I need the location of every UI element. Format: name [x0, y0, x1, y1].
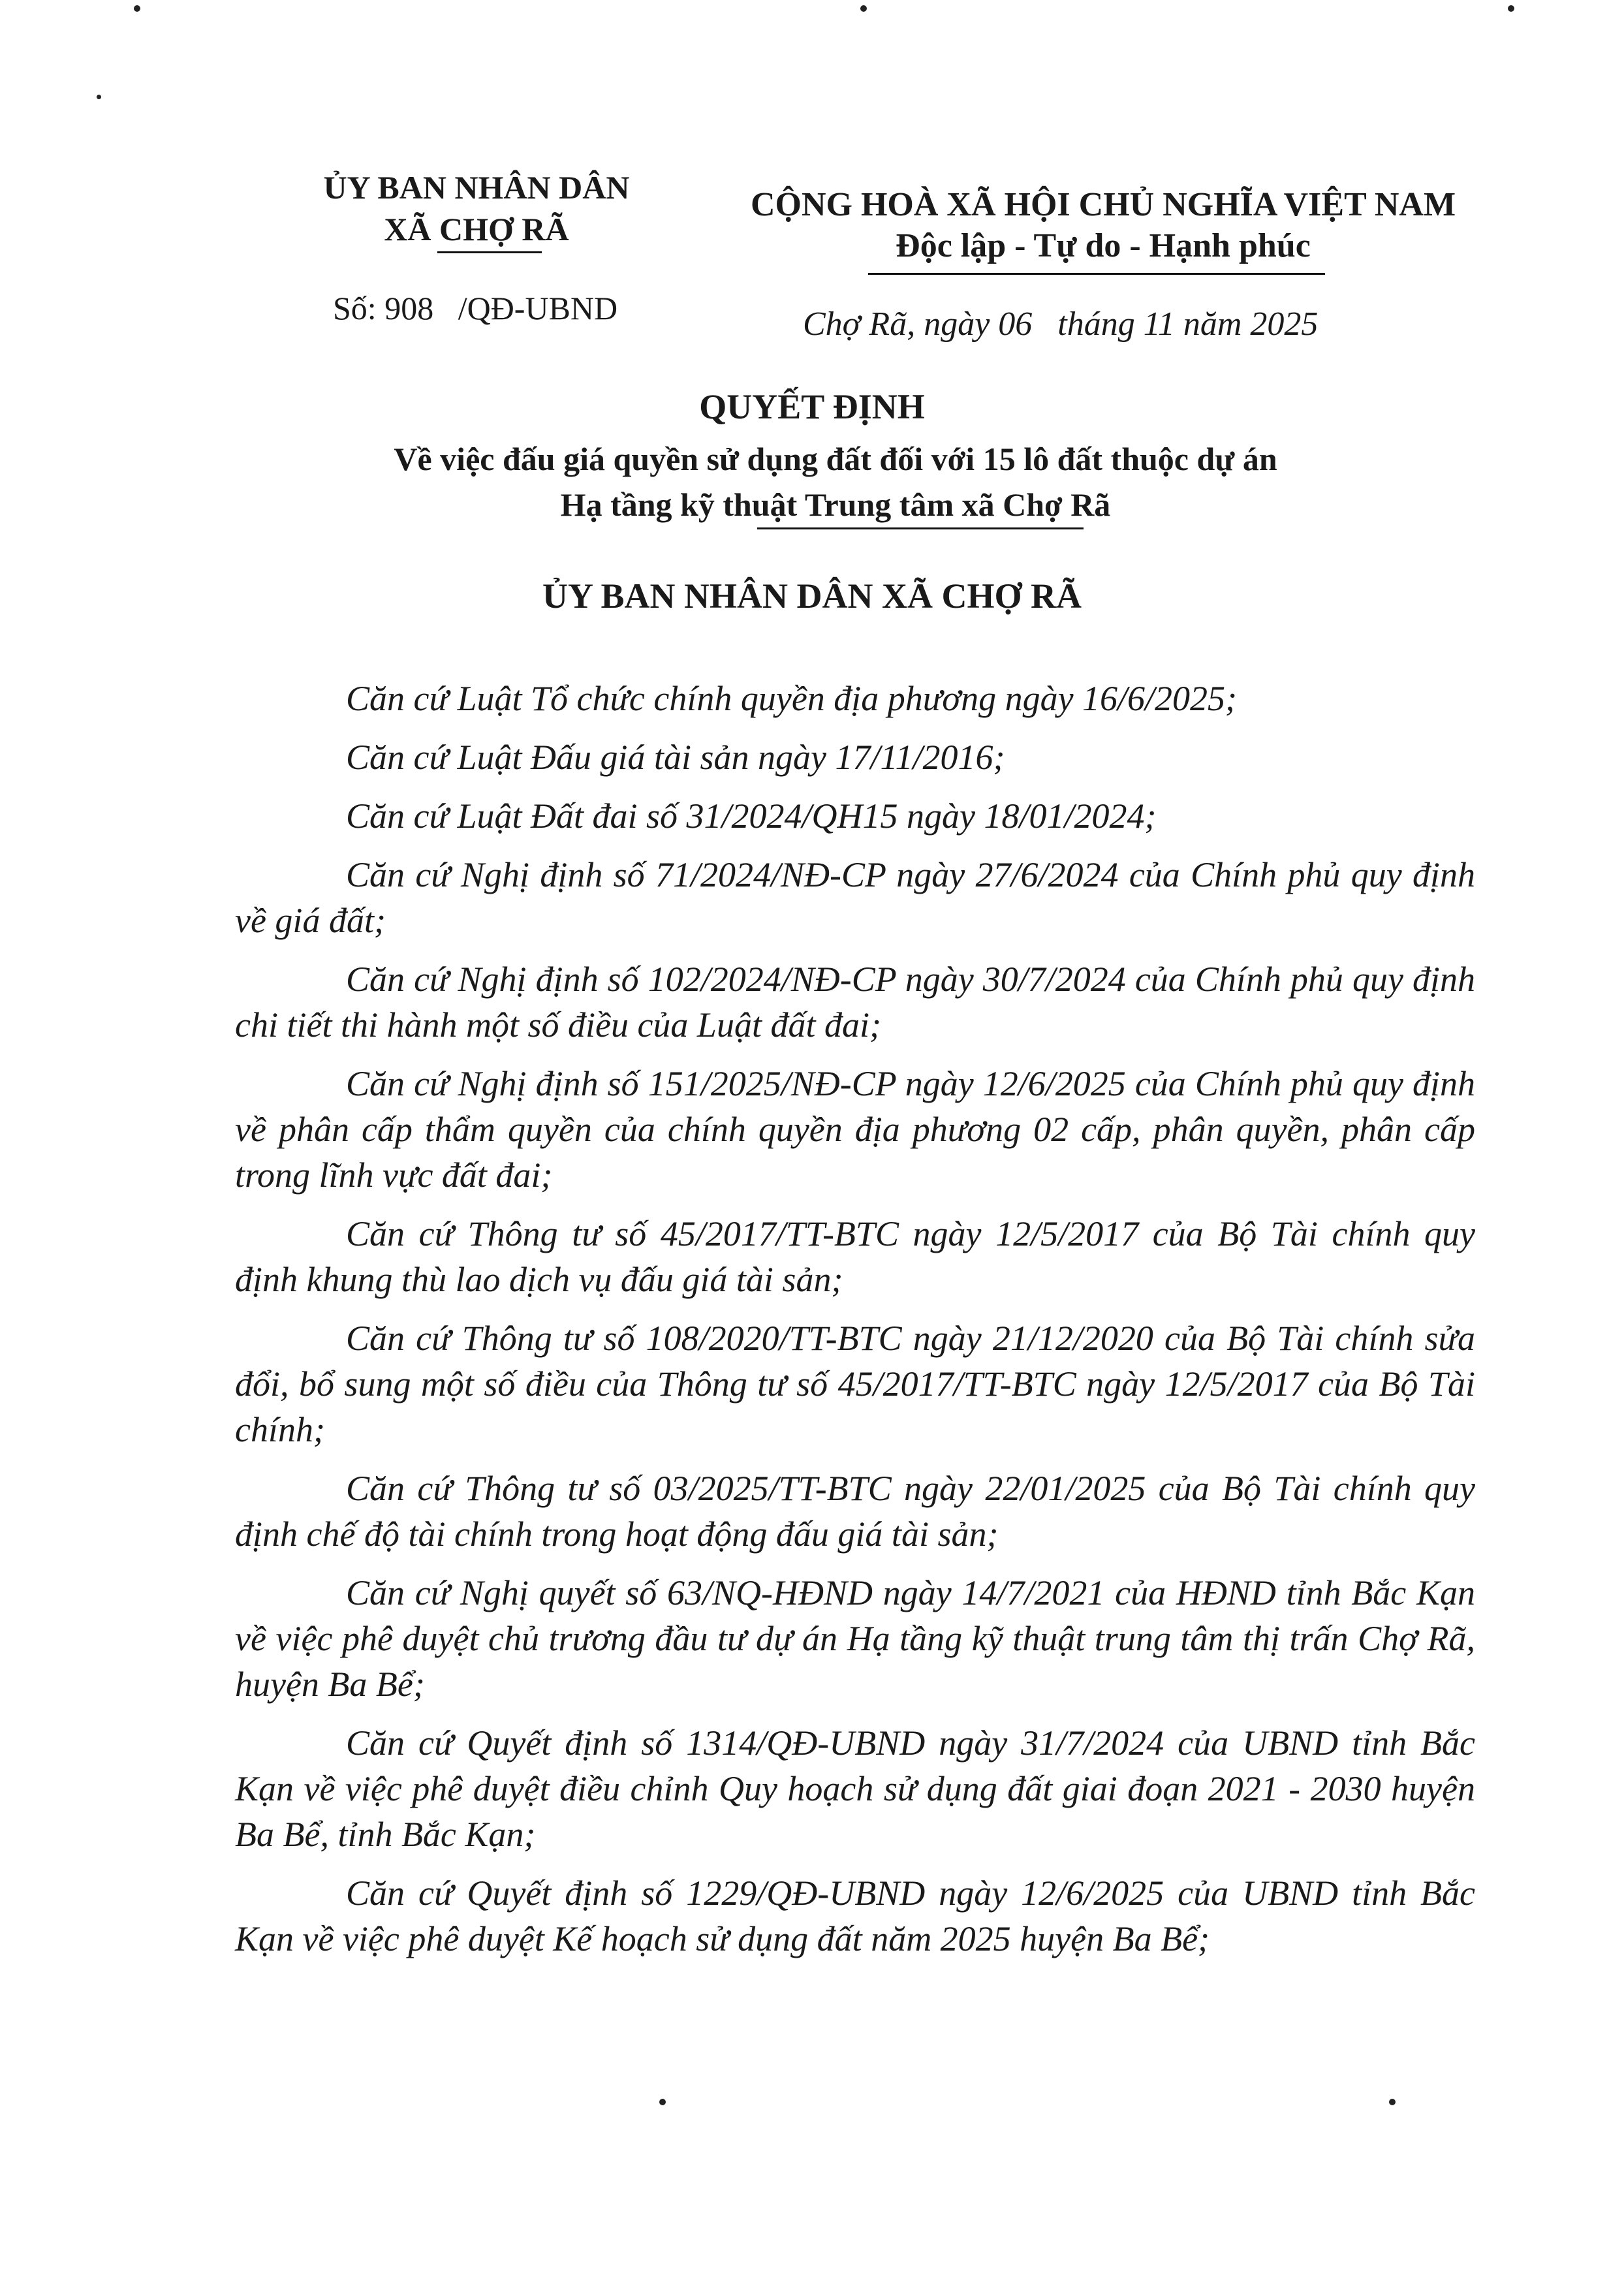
subject-line-1: Về việc đấu giá quyền sử dụng đất đối với 15 lô đất thuộc dự án: [394, 441, 1277, 477]
agency-line-2: XÃ CHỢ RÃ: [384, 211, 569, 247]
document-number: Số: 908 /QĐ-UBND: [333, 290, 618, 326]
place-and-date: Chợ Rã, ngày 06 tháng 11 năm 2025: [803, 306, 1319, 343]
legal-basis-list: [235, 676, 1475, 1975]
legal-basis-item: Căn cứ Nghị định số 151/2025/NĐ-CP ngày 12/6/2025 của Chính phủ quy định về phân cấp thẩm quyền của chính quyền địa phương 02 cấp, phân quyền, phân cấp trong lĩnh vực đất đai;: [235, 1064, 1475, 1195]
agency-underline: [437, 251, 542, 253]
scan-mark: [97, 95, 101, 99]
subject-line-2: Hạ tầng kỹ thuật Trung tâm xã Chợ Rã: [560, 486, 1111, 523]
legal-basis-item: Căn cứ Luật Đất đai số 31/2024/QH15 ngày 18/01/2024;: [346, 796, 1157, 836]
legal-basis-item: Căn cứ Nghị định số 102/2024/NĐ-CP ngày 30/7/2024 của Chính phủ quy định chi tiết thi hành một số điều của Luật đất đai;: [235, 960, 1475, 1044]
scan-mark: [860, 5, 867, 12]
legal-basis-item: Căn cứ Luật Đấu giá tài sản ngày 17/11/2016;: [346, 738, 1005, 777]
legal-basis-item: Căn cứ Nghị định số 71/2024/NĐ-CP ngày 27/6/2024 của Chính phủ quy định về giá đất;: [235, 855, 1475, 940]
legal-basis-item: Căn cứ Quyết định số 1314/QĐ-UBND ngày 31/7/2024 của UBND tỉnh Bắc Kạn về việc phê duyệt điều chỉnh Quy hoạch sử dụng đất giai đoạn 2021 - 2030 huyện Ba Bể, tỉnh Bắc Kạn;: [235, 1723, 1475, 1854]
scan-mark: [1389, 2099, 1396, 2105]
issuing-authority: ỦY BAN NHÂN DÂN XÃ CHỢ RÃ: [542, 576, 1082, 616]
issuing-agency: [287, 166, 666, 250]
scan-mark: [1508, 5, 1514, 12]
scan-mark: [134, 5, 140, 12]
document-subject: [196, 436, 1475, 527]
scan-mark: [659, 2099, 666, 2105]
subject-underline: [757, 527, 1084, 529]
legal-basis-item: Căn cứ Thông tư số 45/2017/TT-BTC ngày 12/5/2017 của Bộ Tài chính quy định khung thù lao dịch vụ đấu giá tài sản;: [235, 1214, 1475, 1299]
legal-basis-item: Căn cứ Quyết định số 1229/QĐ-UBND ngày 12/6/2025 của UBND tỉnh Bắc Kạn về việc phê duyệt Kế hoạch sử dụng đất năm 2025 huyện Ba Bể;: [235, 1874, 1475, 1958]
agency-line-1: ỦY BAN NHÂN DÂN: [323, 169, 630, 206]
legal-basis-item: Căn cứ Thông tư số 108/2020/TT-BTC ngày 21/12/2020 của Bộ Tài chính sửa đổi, bổ sung một số điều của Thông tư số 45/2017/TT-BTC ngày 12/5/2017 của Bộ Tài chính;: [235, 1319, 1475, 1449]
legal-basis-item: Căn cứ Nghị quyết số 63/NQ-HĐND ngày 14/7/2021 của HĐND tỉnh Bắc Kạn về việc phê duyệt chủ trương đầu tư dự án Hạ tầng kỹ thuật trung tâm thị trấn Chợ Rã, huyện Ba Bể;: [235, 1573, 1475, 1704]
motto-underline: [868, 273, 1325, 275]
national-motto: Độc lập - Tự do - Hạnh phúc: [896, 227, 1311, 264]
document-title: QUYẾT ĐỊNH: [699, 387, 925, 426]
legal-basis-item: Căn cứ Thông tư số 03/2025/TT-BTC ngày 22/01/2025 của Bộ Tài chính quy định chế độ tài chính trong hoạt động đấu giá tài sản;: [235, 1469, 1475, 1554]
nation-title: CỘNG HOÀ XÃ HỘI CHỦ NGHĨA VIỆT NAM: [750, 186, 1456, 223]
legal-basis-item: Căn cứ Luật Tổ chức chính quyền địa phương ngày 16/6/2025;: [346, 679, 1238, 718]
